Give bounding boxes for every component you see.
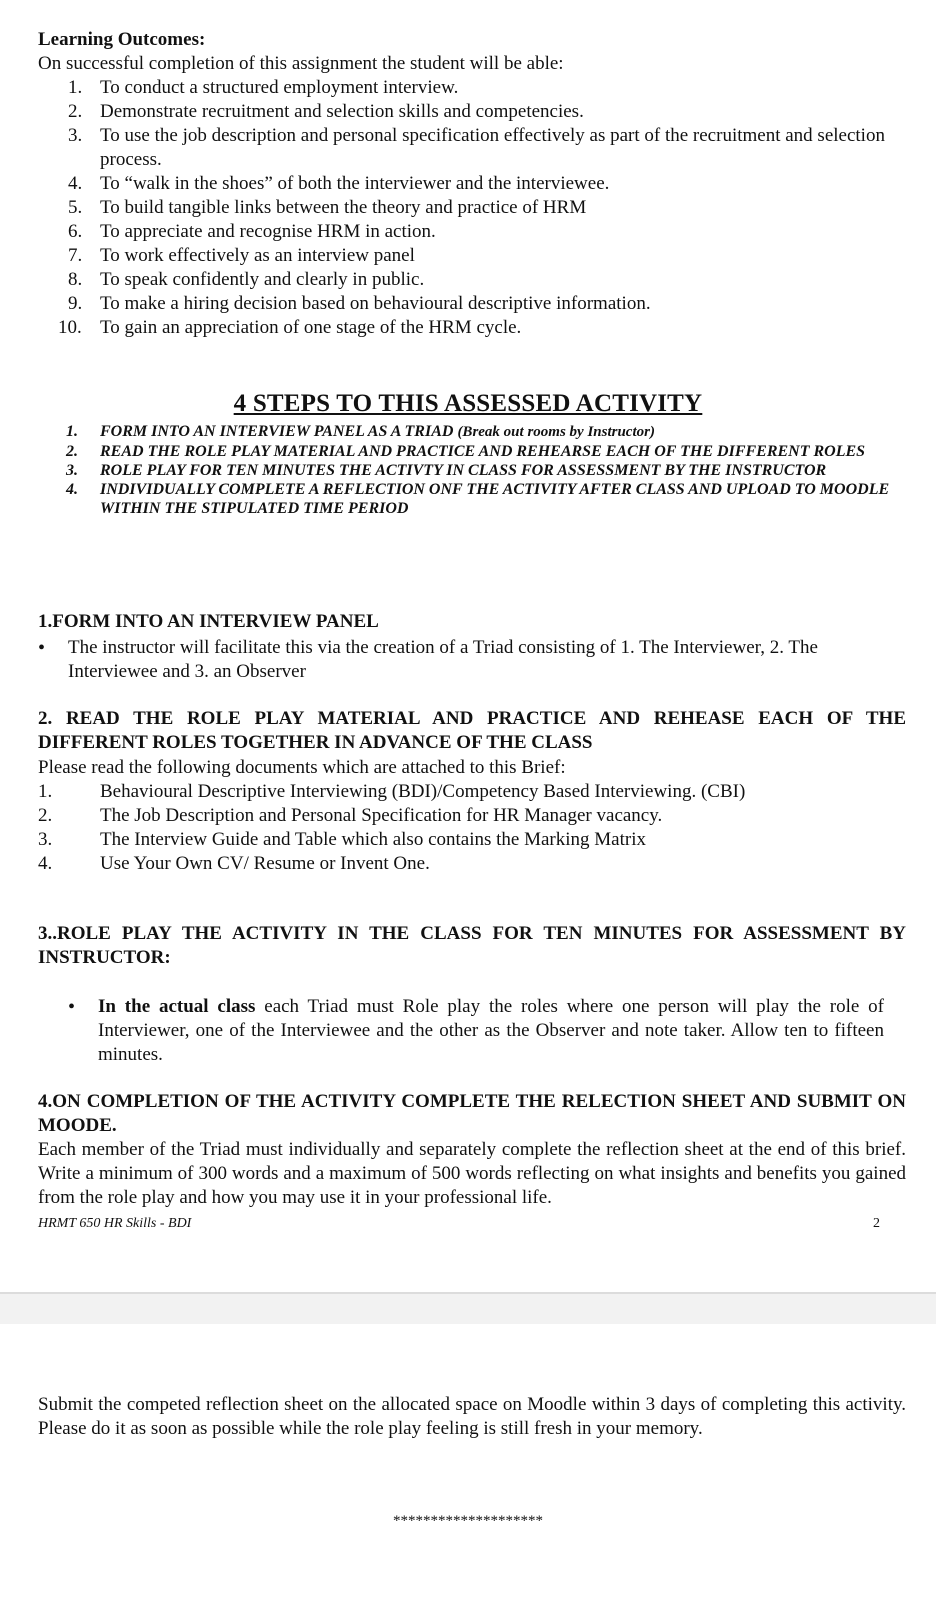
list-item: 7. To work effectively as an interview panel [68,245,415,266]
section4-body: Each member of the Triad must individually and separately complete the reflection sheet at the end of this brief. Write a minimum of 300 words and a maximum of 500 words reflecting on what insights and benefits you gained from the role play and how you may use it in your professional life. [38,1139,906,1208]
page-number: 2 [873,1216,880,1231]
learning-outcomes-list [58,76,908,340]
list-item: 1. To conduct a structured employment interview. [68,77,459,98]
learning-outcomes-intro: On successful completion of this assignment the student will be able: [38,53,564,74]
bullet-icon: • [38,637,46,659]
bullet-icon: • [68,996,76,1018]
list-item: 3. To use the job description and personal specification effectively as part of the recruitment and selection process. [68,125,885,170]
list-item: 2. The Job Description and Personal Specification for HR Manager vacancy. [38,805,663,826]
section1-heading: 1.FORM INTO AN INTERVIEW PANEL [38,611,379,632]
list-item: 4. To “walk in the shoes” of both the interviewer and the interviewee. [68,173,610,194]
list-item: 1. FORM INTO AN INTERVIEW PANEL AS A TRIAD (Break out rooms by Instructor) [66,423,655,440]
page-separator [0,1292,936,1324]
submission-note: Submit the competed reflection sheet on the allocated space on Moodle within 3 days of completing this activity. Please do it as soon as possible while the role play feeling is still fresh in your memory. [38,1394,906,1439]
documents-list [38,780,898,876]
list-item: 2. READ THE ROLE PLAY MATERIAL AND PRACTICE AND REHEARSE EACH OF THE DIFFERENT ROLES [66,443,866,460]
section2-heading: 2. READ THE ROLE PLAY MATERIAL AND PRACTICE AND REHEASE EACH OF THE DIFFERENT ROLES TOGETHER IN ADVANCE OF THE CLASS [38,708,906,753]
steps-title: 4 STEPS TO THIS ASSESSED ACTIVITY [233,390,703,417]
list-item: 6. To appreciate and recognise HRM in action. [68,221,436,242]
page-footer-course: HRMT 650 HR Skills - BDI [38,1216,192,1231]
section3-bullet: • In the actual class each Triad must Role play the roles where one person will play the role of Interviewer, one of the Interviewee and the other as the Observer and note taker. Allow ten to fifteen minutes. [68,996,884,1065]
list-item: 2. Demonstrate recruitment and selection skills and competencies. [68,101,584,122]
list-item: 8. To speak confidently and clearly in public. [68,269,425,290]
list-item: 9. To make a hiring decision based on behavioural descriptive information. [68,293,651,314]
list-item: 3. ROLE PLAY FOR TEN MINUTES THE ACTIVTY IN CLASS FOR ASSESSMENT BY THE INSTRUCTOR [66,462,827,479]
section3-heading: 3..ROLE PLAY THE ACTIVITY IN THE CLASS FOR TEN MINUTES FOR ASSESSMENT BY INSTRUCTOR: [38,923,906,968]
list-item: 4. INDIVIDUALLY COMPLETE A REFLECTION ONF THE ACTIVITY AFTER CLASS AND UPLOAD TO MOODLE WITHIN THE STIPULATED TIME PERIOD [66,481,890,517]
learning-outcomes-heading: Learning Outcomes: [38,29,206,50]
list-item: 5. To build tangible links between the theory and practice of HRM [68,197,587,218]
section2-intro: Please read the following documents which are attached to this Brief: [38,757,566,778]
section1-bullet: • The instructor will facilitate this via the creation of a Triad consisting of 1. The Interviewer, 2. The Interviewee and 3. an Observer [38,637,818,682]
section4-heading: 4.ON COMPLETION OF THE ACTIVITY COMPLETE THE RELECTION SHEET AND SUBMIT ON MOODE. [38,1091,906,1136]
steps-list [66,422,906,518]
end-stars: ******************** [393,1513,543,1529]
list-item: 4. Use Your Own CV/ Resume or Invent One. [38,853,430,874]
list-item: 3. The Interview Guide and Table which also contains the Marking Matrix [38,829,646,850]
list-item: 1. Behavioural Descriptive Interviewing (BDI)/Competency Based Interviewing. (CBI) [38,781,746,802]
list-item: 10. To gain an appreciation of one stage of the HRM cycle. [58,317,522,338]
